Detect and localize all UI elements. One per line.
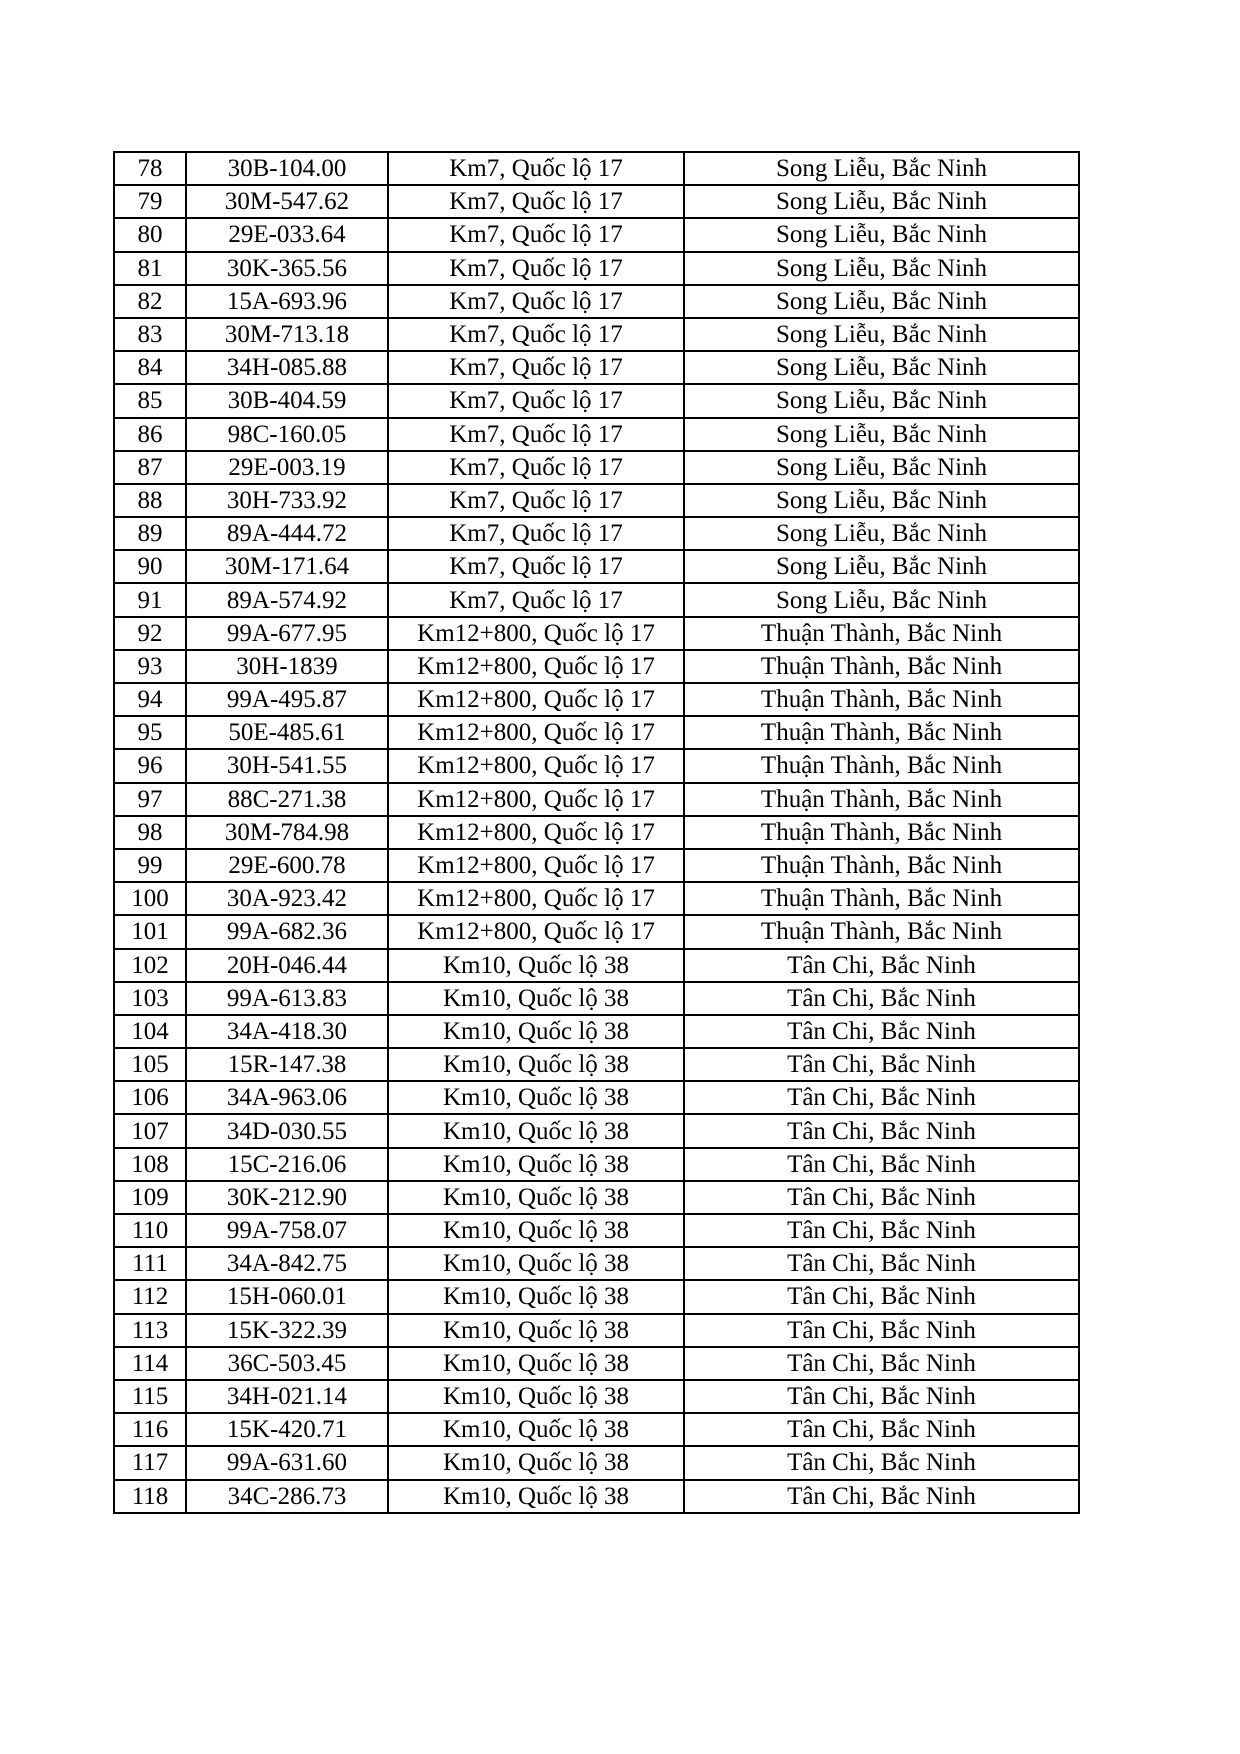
area-cell: Thuận Thành, Bắc Ninh [684,882,1079,915]
row-number-cell: 108 [114,1148,186,1181]
location-cell: Km7, Quốc lộ 17 [388,451,684,484]
location-cell: Km10, Quốc lộ 38 [388,1048,684,1081]
area-cell: Thuận Thành, Bắc Ninh [684,849,1079,882]
license-plate-cell: 20H-046.44 [186,949,388,982]
license-plate-cell: 99A-613.83 [186,982,388,1015]
row-number-cell: 91 [114,583,186,616]
row-number-cell: 110 [114,1214,186,1247]
location-cell: Km10, Quốc lộ 38 [388,1247,684,1280]
table-row [114,1347,1079,1380]
area-cell: Song Liễu, Bắc Ninh [684,152,1079,185]
area-cell: Song Liễu, Bắc Ninh [684,218,1079,251]
license-plate-cell: 99A-677.95 [186,617,388,650]
license-plate-cell: 30H-1839 [186,650,388,683]
table-row [114,583,1079,616]
location-cell: Km10, Quốc lộ 38 [388,1347,684,1380]
location-cell: Km10, Quốc lộ 38 [388,1181,684,1214]
table-row [114,1181,1079,1214]
table-row [114,1081,1079,1114]
violations-table [113,151,1080,1514]
area-cell: Tân Chi, Bắc Ninh [684,1413,1079,1446]
area-cell: Tân Chi, Bắc Ninh [684,1380,1079,1413]
row-number-cell: 112 [114,1280,186,1313]
table-row [114,351,1079,384]
row-number-cell: 115 [114,1380,186,1413]
row-number-cell: 88 [114,484,186,517]
license-plate-cell: 34D-030.55 [186,1114,388,1147]
table-row [114,650,1079,683]
row-number-cell: 99 [114,849,186,882]
license-plate-cell: 30M-784.98 [186,816,388,849]
license-plate-cell: 34H-085.88 [186,351,388,384]
table-row [114,384,1079,417]
location-cell: Km12+800, Quốc lộ 17 [388,749,684,782]
location-cell: Km12+800, Quốc lộ 17 [388,783,684,816]
area-cell: Tân Chi, Bắc Ninh [684,1314,1079,1347]
row-number-cell: 105 [114,1048,186,1081]
location-cell: Km10, Quốc lộ 38 [388,1114,684,1147]
area-cell: Tân Chi, Bắc Ninh [684,1181,1079,1214]
area-cell: Tân Chi, Bắc Ninh [684,1148,1079,1181]
row-number-cell: 78 [114,152,186,185]
row-number-cell: 93 [114,650,186,683]
area-cell: Tân Chi, Bắc Ninh [684,1015,1079,1048]
row-number-cell: 92 [114,617,186,650]
location-cell: Km10, Quốc lộ 38 [388,1413,684,1446]
license-plate-cell: 34H-021.14 [186,1380,388,1413]
license-plate-cell: 30H-541.55 [186,749,388,782]
row-number-cell: 94 [114,683,186,716]
location-cell: Km12+800, Quốc lộ 17 [388,882,684,915]
area-cell: Tân Chi, Bắc Ninh [684,1446,1079,1479]
license-plate-cell: 99A-495.87 [186,683,388,716]
location-cell: Km7, Quốc lộ 17 [388,185,684,218]
table-row [114,318,1079,351]
area-cell: Song Liễu, Bắc Ninh [684,517,1079,550]
license-plate-cell: 99A-682.36 [186,915,388,948]
table-row [114,683,1079,716]
row-number-cell: 97 [114,783,186,816]
table-row [114,949,1079,982]
row-number-cell: 98 [114,816,186,849]
table-row [114,1015,1079,1048]
row-number-cell: 81 [114,252,186,285]
table-row [114,451,1079,484]
area-cell: Song Liễu, Bắc Ninh [684,418,1079,451]
location-cell: Km10, Quốc lộ 38 [388,982,684,1015]
location-cell: Km12+800, Quốc lộ 17 [388,650,684,683]
area-cell: Song Liễu, Bắc Ninh [684,484,1079,517]
license-plate-cell: 29E-033.64 [186,218,388,251]
row-number-cell: 104 [114,1015,186,1048]
location-cell: Km10, Quốc lộ 38 [388,949,684,982]
location-cell: Km7, Quốc lộ 17 [388,550,684,583]
table-row [114,1247,1079,1280]
area-cell: Thuận Thành, Bắc Ninh [684,617,1079,650]
license-plate-cell: 99A-758.07 [186,1214,388,1247]
license-plate-cell: 36C-503.45 [186,1347,388,1380]
row-number-cell: 90 [114,550,186,583]
table-row [114,1048,1079,1081]
location-cell: Km10, Quốc lộ 38 [388,1280,684,1313]
row-number-cell: 84 [114,351,186,384]
row-number-cell: 116 [114,1413,186,1446]
license-plate-cell: 98C-160.05 [186,418,388,451]
license-plate-cell: 15K-322.39 [186,1314,388,1347]
license-plate-cell: 50E-485.61 [186,716,388,749]
area-cell: Song Liễu, Bắc Ninh [684,384,1079,417]
table-row [114,982,1079,1015]
table-row [114,1413,1079,1446]
row-number-cell: 103 [114,982,186,1015]
license-plate-cell: 15R-147.38 [186,1048,388,1081]
row-number-cell: 83 [114,318,186,351]
row-number-cell: 80 [114,218,186,251]
license-plate-cell: 34C-286.73 [186,1480,388,1513]
area-cell: Thuận Thành, Bắc Ninh [684,783,1079,816]
area-cell: Tân Chi, Bắc Ninh [684,949,1079,982]
table-row [114,617,1079,650]
area-cell: Song Liễu, Bắc Ninh [684,583,1079,616]
row-number-cell: 79 [114,185,186,218]
table-row [114,1446,1079,1479]
area-cell: Tân Chi, Bắc Ninh [684,1114,1079,1147]
table-row [114,418,1079,451]
license-plate-cell: 89A-574.92 [186,583,388,616]
table-row [114,285,1079,318]
location-cell: Km10, Quốc lộ 38 [388,1148,684,1181]
location-cell: Km10, Quốc lộ 38 [388,1081,684,1114]
license-plate-cell: 30H-733.92 [186,484,388,517]
location-cell: Km7, Quốc lộ 17 [388,285,684,318]
license-plate-cell: 30M-171.64 [186,550,388,583]
row-number-cell: 113 [114,1314,186,1347]
location-cell: Km10, Quốc lộ 38 [388,1214,684,1247]
location-cell: Km7, Quốc lộ 17 [388,318,684,351]
area-cell: Tân Chi, Bắc Ninh [684,1280,1079,1313]
license-plate-cell: 30K-365.56 [186,252,388,285]
table-row [114,252,1079,285]
row-number-cell: 82 [114,285,186,318]
location-cell: Km7, Quốc lộ 17 [388,484,684,517]
license-plate-cell: 30K-212.90 [186,1181,388,1214]
license-plate-cell: 15C-216.06 [186,1148,388,1181]
license-plate-cell: 30B-104.00 [186,152,388,185]
area-cell: Thuận Thành, Bắc Ninh [684,650,1079,683]
location-cell: Km7, Quốc lộ 17 [388,418,684,451]
table-row [114,550,1079,583]
location-cell: Km10, Quốc lộ 38 [388,1314,684,1347]
location-cell: Km10, Quốc lộ 38 [388,1380,684,1413]
license-plate-cell: 30B-404.59 [186,384,388,417]
license-plate-cell: 99A-631.60 [186,1446,388,1479]
table-row [114,1280,1079,1313]
table-row [114,716,1079,749]
area-cell: Song Liễu, Bắc Ninh [684,285,1079,318]
area-cell: Song Liễu, Bắc Ninh [684,351,1079,384]
row-number-cell: 114 [114,1347,186,1380]
table-row [114,749,1079,782]
license-plate-cell: 34A-418.30 [186,1015,388,1048]
location-cell: Km10, Quốc lộ 38 [388,1015,684,1048]
license-plate-cell: 30M-547.62 [186,185,388,218]
area-cell: Tân Chi, Bắc Ninh [684,1247,1079,1280]
license-plate-cell: 30M-713.18 [186,318,388,351]
area-cell: Song Liễu, Bắc Ninh [684,185,1079,218]
location-cell: Km12+800, Quốc lộ 17 [388,683,684,716]
table-row [114,783,1079,816]
license-plate-cell: 30A-923.42 [186,882,388,915]
table-row [114,484,1079,517]
table-row [114,849,1079,882]
area-cell: Thuận Thành, Bắc Ninh [684,683,1079,716]
location-cell: Km10, Quốc lộ 38 [388,1480,684,1513]
area-cell: Thuận Thành, Bắc Ninh [684,716,1079,749]
area-cell: Tân Chi, Bắc Ninh [684,1081,1079,1114]
table-row [114,1480,1079,1513]
row-number-cell: 86 [114,418,186,451]
license-plate-cell: 29E-003.19 [186,451,388,484]
row-number-cell: 117 [114,1446,186,1479]
table-row [114,152,1079,185]
table-row [114,185,1079,218]
license-plate-cell: 34A-963.06 [186,1081,388,1114]
area-cell: Thuận Thành, Bắc Ninh [684,749,1079,782]
table-row [114,1114,1079,1147]
license-plate-cell: 89A-444.72 [186,517,388,550]
location-cell: Km7, Quốc lộ 17 [388,252,684,285]
row-number-cell: 89 [114,517,186,550]
table-row [114,882,1079,915]
location-cell: Km12+800, Quốc lộ 17 [388,816,684,849]
row-number-cell: 102 [114,949,186,982]
location-cell: Km7, Quốc lộ 17 [388,152,684,185]
area-cell: Tân Chi, Bắc Ninh [684,1347,1079,1380]
area-cell: Thuận Thành, Bắc Ninh [684,915,1079,948]
location-cell: Km12+800, Quốc lộ 17 [388,716,684,749]
table-row [114,1214,1079,1247]
table-body [114,152,1079,1513]
area-cell: Song Liễu, Bắc Ninh [684,252,1079,285]
location-cell: Km12+800, Quốc lộ 17 [388,915,684,948]
area-cell: Song Liễu, Bắc Ninh [684,318,1079,351]
location-cell: Km7, Quốc lộ 17 [388,583,684,616]
row-number-cell: 106 [114,1081,186,1114]
row-number-cell: 101 [114,915,186,948]
row-number-cell: 109 [114,1181,186,1214]
area-cell: Tân Chi, Bắc Ninh [684,1048,1079,1081]
area-cell: Tân Chi, Bắc Ninh [684,1480,1079,1513]
row-number-cell: 87 [114,451,186,484]
location-cell: Km7, Quốc lộ 17 [388,351,684,384]
table-row [114,915,1079,948]
location-cell: Km7, Quốc lộ 17 [388,384,684,417]
area-cell: Thuận Thành, Bắc Ninh [684,816,1079,849]
row-number-cell: 107 [114,1114,186,1147]
table-row [114,517,1079,550]
row-number-cell: 100 [114,882,186,915]
area-cell: Song Liễu, Bắc Ninh [684,550,1079,583]
license-plate-cell: 15H-060.01 [186,1280,388,1313]
table-row [114,1148,1079,1181]
row-number-cell: 111 [114,1247,186,1280]
license-plate-cell: 15A-693.96 [186,285,388,318]
location-cell: Km12+800, Quốc lộ 17 [388,617,684,650]
license-plate-cell: 34A-842.75 [186,1247,388,1280]
location-cell: Km7, Quốc lộ 17 [388,218,684,251]
location-cell: Km7, Quốc lộ 17 [388,517,684,550]
area-cell: Tân Chi, Bắc Ninh [684,1214,1079,1247]
license-plate-cell: 29E-600.78 [186,849,388,882]
table-row [114,816,1079,849]
table-row [114,218,1079,251]
row-number-cell: 95 [114,716,186,749]
area-cell: Tân Chi, Bắc Ninh [684,982,1079,1015]
table-row [114,1380,1079,1413]
license-plate-cell: 15K-420.71 [186,1413,388,1446]
table-row [114,1314,1079,1347]
row-number-cell: 118 [114,1480,186,1513]
location-cell: Km10, Quốc lộ 38 [388,1446,684,1479]
area-cell: Song Liễu, Bắc Ninh [684,451,1079,484]
location-cell: Km12+800, Quốc lộ 17 [388,849,684,882]
license-plate-cell: 88C-271.38 [186,783,388,816]
row-number-cell: 85 [114,384,186,417]
row-number-cell: 96 [114,749,186,782]
